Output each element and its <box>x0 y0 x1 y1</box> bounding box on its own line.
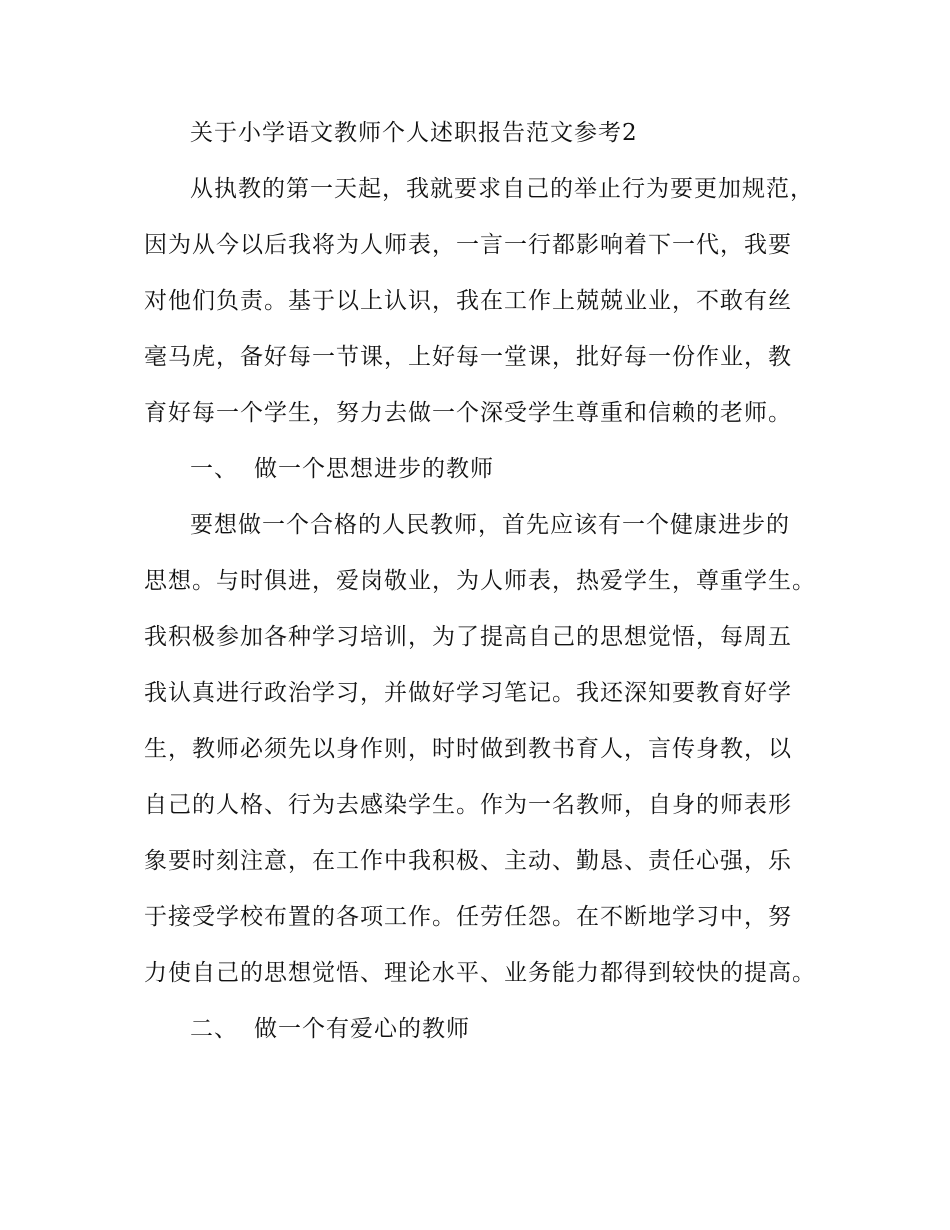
section-heading-text: 做一个有爱心的教师 <box>254 1016 470 1042</box>
section-heading-1 <box>144 441 834 497</box>
paragraph-1 <box>144 161 834 441</box>
paragraph-line: 于接受学校布置的各项工作。任劳任怨。在不断地学习中，努 <box>144 904 792 930</box>
section-number: 二、 <box>190 1016 238 1042</box>
document-title: 关于小学语文教师个人述职报告范文参考2 <box>190 120 638 146</box>
section-heading-2 <box>144 1001 834 1057</box>
paragraph-line: 象要时刻注意，在工作中我积极、主动、勤恳、责任心强，乐 <box>144 848 792 874</box>
paragraph-2 <box>144 497 834 1001</box>
section-number: 一、 <box>190 456 238 482</box>
paragraph-line: 我积极参加各种学习培训，为了提高自己的思想觉悟，每周五 <box>144 624 792 650</box>
paragraph-line: 对他们负责。基于以上认识，我在工作上兢兢业业，不敢有丝 <box>144 288 792 314</box>
paragraph-line: 毫马虎，备好每一节课，上好每一堂课，批好每一份作业，教 <box>144 344 792 370</box>
paragraph-line: 思想。与时俱进，爱岗敬业，为人师表，热爱学生，尊重学生。 <box>144 568 816 594</box>
paragraph-line: 力使自己的思想觉悟、理论水平、业务能力都得到较快的提高。 <box>144 960 816 986</box>
paragraph-line: 要想做一个合格的人民教师，首先应该有一个健康进步的 <box>190 512 790 538</box>
section-heading-text: 做一个思想进步的教师 <box>254 456 494 482</box>
paragraph-line: 生，教师必须先以身作则，时时做到教书育人，言传身教，以 <box>144 736 792 762</box>
paragraph-line: 自己的人格、行为去感染学生。作为一名教师，自身的师表形 <box>144 792 792 818</box>
paragraph-line: 我认真进行政治学习，并做好学习笔记。我还深知要教育好学 <box>144 680 792 706</box>
paragraph-line: 从执教的第一天起，我就要求自己的举止行为要更加规范， <box>190 176 814 202</box>
document-body <box>144 105 834 1057</box>
paragraph-line: 因为从今以后我将为人师表，一言一行都影响着下一代，我要 <box>144 232 792 258</box>
paragraph-line: 育好每一个学生，努力去做一个深受学生尊重和信赖的老师。 <box>144 400 792 426</box>
